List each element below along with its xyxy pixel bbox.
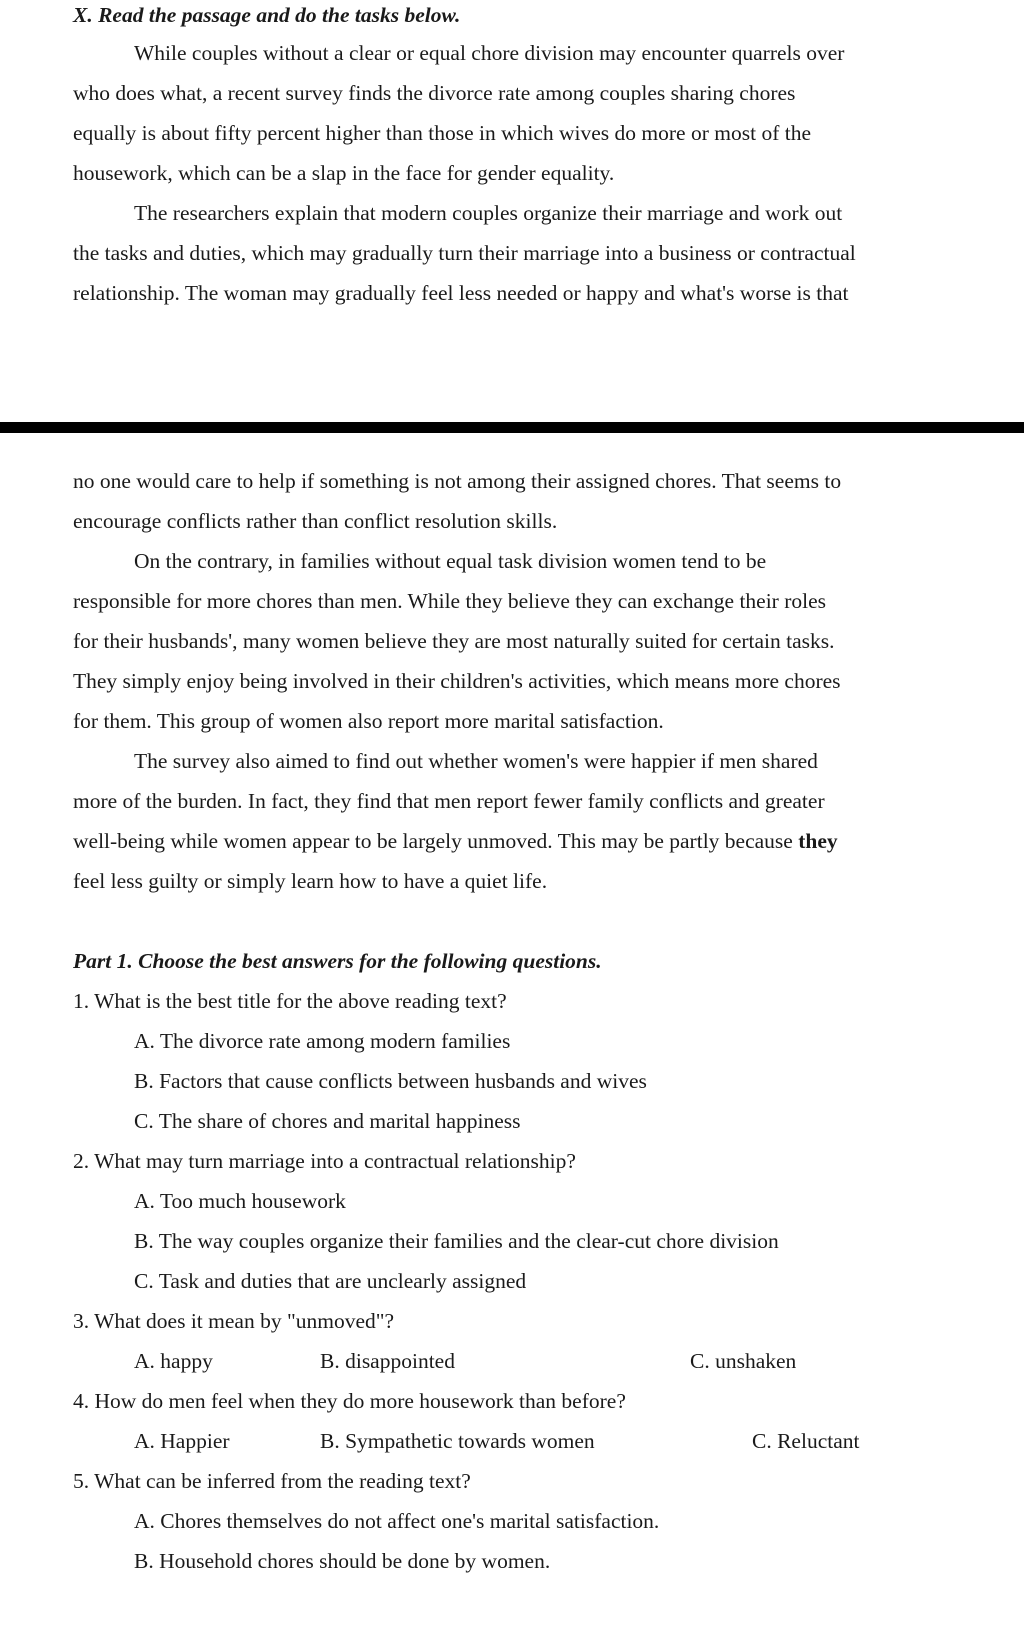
passage-line: housework, which can be a slap in the face for gender equality. <box>73 161 615 185</box>
part1-title: Part 1. Choose the best answers for the following questions. <box>73 949 602 973</box>
q1-option-b[interactable]: B. Factors that cause conflicts between husbands and wives <box>134 1069 647 1093</box>
q2-option-a[interactable]: A. Too much housework <box>134 1189 346 1213</box>
passage-line: encourage conflicts rather than conflict resolution skills. <box>73 509 558 533</box>
passage-line: responsible for more chores than men. While they believe they can exchange their roles <box>73 589 827 613</box>
q4-option-a[interactable]: A. Happier <box>134 1429 230 1453</box>
question-4: 4. How do men feel when they do more housework than before? <box>73 1389 626 1413</box>
passage-line: for their husbands', many women believe they are most naturally suited for certain tasks. <box>73 629 835 653</box>
passage-line: The researchers explain that modern couples organize their marriage and work out <box>134 201 843 225</box>
passage-line: On the contrary, in families without equal task division women tend to be <box>134 549 767 573</box>
exercise-heading: X. Read the passage and do the tasks below. <box>73 3 461 27</box>
passage-line: the tasks and duties, which may gradually turn their marriage into a business or contractual <box>73 241 856 265</box>
passage-line: who does what, a recent survey finds the divorce rate among couples sharing chores <box>73 81 796 105</box>
passage-line: While couples without a clear or equal chore division may encounter quarrels over <box>134 41 845 65</box>
passage-line: feel less guilty or simply learn how to have a quiet life. <box>73 869 548 893</box>
q2-option-c[interactable]: C. Task and duties that are unclearly assigned <box>134 1269 527 1293</box>
passage-line-text: well-being while women appear to be largely unmoved. This may be partly because <box>73 829 799 853</box>
q1-option-a[interactable]: A. The divorce rate among modern families <box>134 1029 511 1053</box>
passage-line: more of the burden. In fact, they find that men report fewer family conflicts and greater <box>73 789 825 813</box>
q4-option-b[interactable]: B. Sympathetic towards women <box>320 1429 595 1453</box>
q3-option-c[interactable]: C. unshaken <box>690 1349 797 1373</box>
passage-line: no one would care to help if something is not among their assigned chores. That seems to <box>73 469 842 493</box>
q2-option-b[interactable]: B. The way couples organize their families and the clear-cut chore division <box>134 1229 779 1253</box>
question-5: 5. What can be inferred from the reading text? <box>73 1469 471 1493</box>
passage-line: relationship. The woman may gradually feel less needed or happy and what's worse is that <box>73 281 849 305</box>
bold-reference-word: they <box>798 829 838 853</box>
question-1: 1. What is the best title for the above reading text? <box>73 989 507 1013</box>
q3-option-b[interactable]: B. disappointed <box>320 1349 455 1373</box>
question-2: 2. What may turn marriage into a contractual relationship? <box>73 1149 576 1173</box>
passage-line: for them. This group of women also report more marital satisfaction. <box>73 709 664 733</box>
q1-option-c[interactable]: C. The share of chores and marital happiness <box>134 1109 521 1133</box>
passage-line: They simply enjoy being involved in their children's activities, which means more chores <box>73 669 841 693</box>
passage-line: equally is about fifty percent higher than those in which wives do more or most of the <box>73 121 811 145</box>
question-3: 3. What does it mean by "unmoved"? <box>73 1309 395 1333</box>
q4-option-c[interactable]: C. Reluctant <box>752 1429 860 1453</box>
q3-option-a[interactable]: A. happy <box>134 1349 213 1373</box>
q5-option-a[interactable]: A. Chores themselves do not affect one's marital satisfaction. <box>134 1509 660 1533</box>
passage-line <box>73 826 838 856</box>
page-break-divider <box>0 422 1024 433</box>
q5-option-b[interactable]: B. Household chores should be done by women. <box>134 1549 551 1573</box>
passage-line: The survey also aimed to find out whether women's were happier if men shared <box>134 749 818 773</box>
